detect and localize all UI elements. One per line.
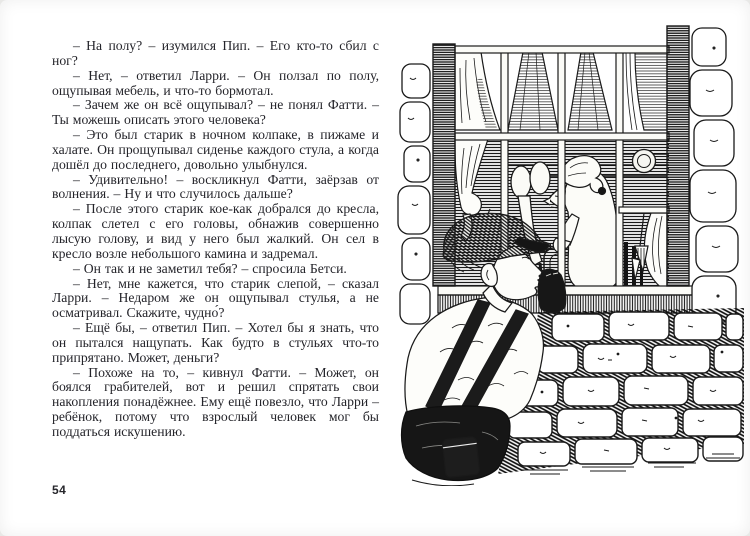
illustration-svg <box>392 8 744 486</box>
paragraph: – На полу? – изумился Пип. – Его кто-то сбил с ног? <box>52 38 379 68</box>
shorts-pocket <box>442 436 480 477</box>
nightcap-tassel <box>599 188 606 195</box>
paragraph: – Он так и не заметил тебя? – спросила Бетси. <box>73 260 347 276</box>
paragraph: – Удивительно! – воскликнул Фатти, заёрзав от волнения. – Ну и что случилось дальше? <box>52 171 379 202</box>
paragraph: – Нет, – ответил Ларри. – Он ползал по полу, ощупывая мебель, и что-то бормотал. <box>52 67 379 98</box>
boy-hand <box>538 269 566 312</box>
wall-plate <box>633 150 656 173</box>
illustration <box>392 8 744 486</box>
paragraph: – Нет, мне кажется, что старик слепой, – сказал Ларри. – Недаром же он ощупывал стулья, а не осматривал. Скажите, чудно́? <box>52 275 379 321</box>
paragraph: – Похоже на то, – кивнул Фатти. – Может, он боялся грабителей, вот и решил спрятать свои накопления понадёжнее. Ему ещё повезло, что Ларри – ребёнок, потому что взрослый человек мог бы поддаться искушению. <box>52 364 379 439</box>
paragraph: – Ещё бы, – ответил Пип. – Хотел бы я знать, что он пытался нащупать. Как будто в стульях что-то припрятано. Может, деньги? <box>52 320 379 365</box>
text-column <box>52 39 379 440</box>
page-number: 54 <box>52 483 67 497</box>
paragraph: – После этого старик кое-как добрался до кресла, колпак слетел с его головы, обнажив совершенно лысую голову, и вид у него был жалкий. Он сел в кресло возле небольшого камина и задремал. <box>52 201 379 261</box>
paragraph: – Зачем же он всё ощупывал? – не понял Фатти. – Ты можешь описать этого человека? <box>52 97 379 128</box>
paragraph: – Это был старик в ночном колпаке, в пижаме и халате. Он прощупывал сиденье каждого стула, а когда дошёл до последнего, довольно улыбнулся. <box>52 127 379 172</box>
